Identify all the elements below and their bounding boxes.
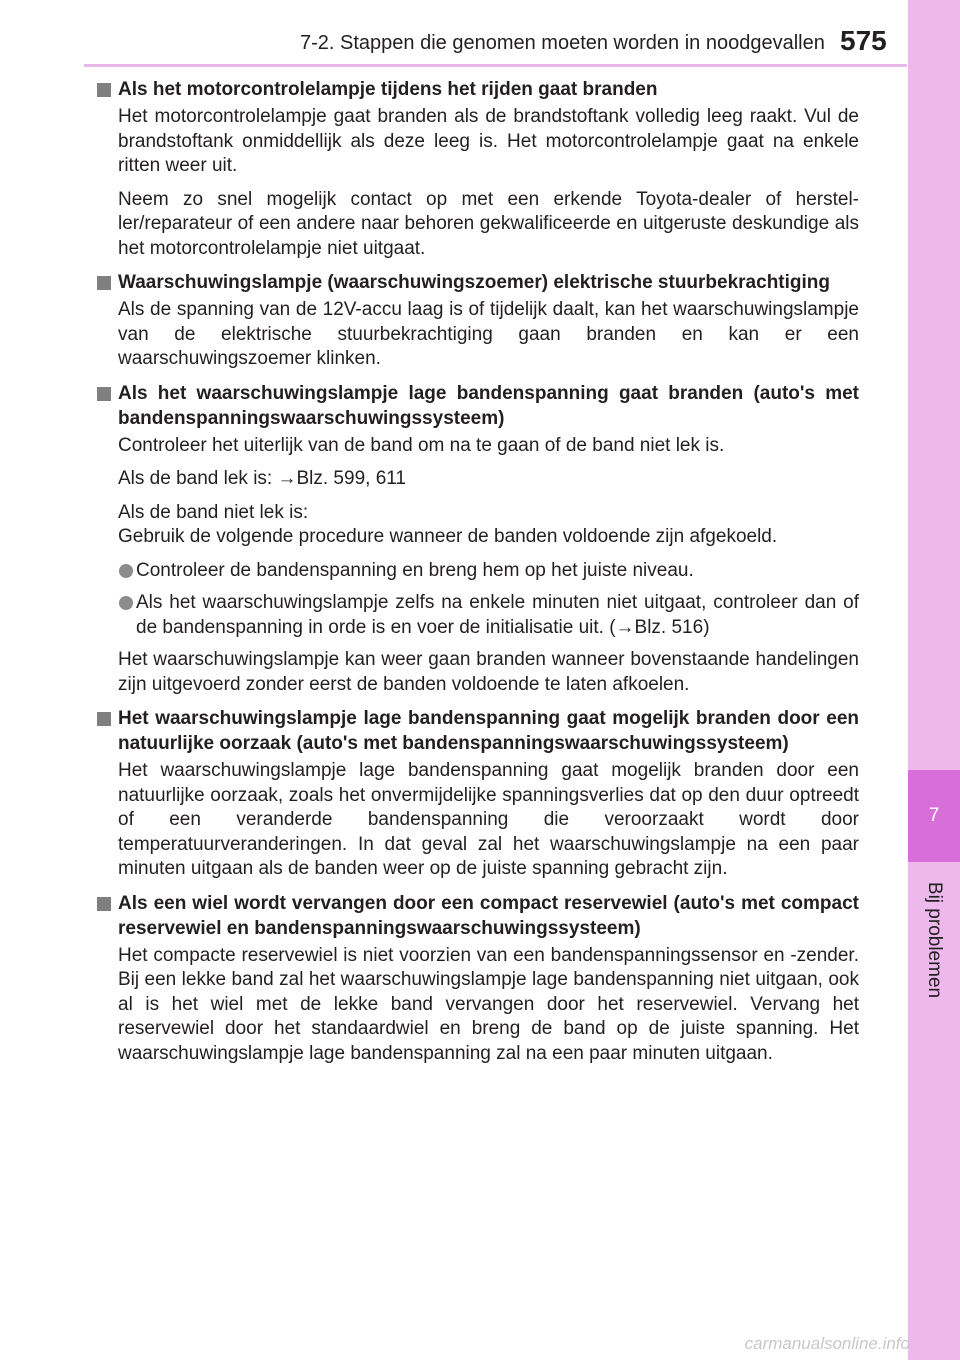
round-bullet-icon xyxy=(119,596,133,610)
list-item: Als het waarschuwingslampje zelfs na enkele minuten niet uitgaat, controleer dan of de bandenspanning in orde is en voer de initialisatie uit. (→Blz. 516) xyxy=(136,591,859,640)
section-heading: Waarschuwingslampje (waarschuwingszoemer) elektrische stuurbekrachtiging xyxy=(96,270,859,295)
section-power-steering xyxy=(96,270,859,372)
section-heading: Als het motorcontrolelampje tijdens het rijden gaat branden xyxy=(96,77,859,102)
paragraph: Neem zo snel mogelijk contact op met een erkende Toyota-dealer of hersteller/reparateur of een andere naar behoren gekwalificeerde en uitgeruste deskundige als het motorcontrolelampje niet uitgaat. xyxy=(118,188,859,259)
paragraph: Het waarschuwingslampje kan weer gaan branden wanneer bovenstaande handelingen zijn uitgevoerd zonder eerst de banden voldoende te laten afkoelen. xyxy=(118,649,859,695)
paragraph: Het compacte reservewiel is niet voorzien van een bandenspanningssensor en -zender. Bij een lekke band zal het waarschuwingslampje lage bandenspanning niet uitgaan, ook al is het wiel met de lekke band vervangen door het reservewiel. Vervang het reservewiel door het standaardwiel en breng de band op de juiste spanning. Het waarschuwingslampje lage bandenspanning zal na een paar minuten uitgaan. xyxy=(118,944,859,1064)
paragraph: Het motorcontrolelampje gaat branden als de brandstoftank volledig leeg raakt. Vul de brandstoftank onmiddellijk als deze leeg is. Het motorcontrolelampje gaat na enkele ritten weer uit. xyxy=(118,106,859,176)
square-bullet-icon xyxy=(97,897,111,911)
paragraph: Controleer het uiterlijk van de band om na te gaan of de band niet lek is. xyxy=(118,434,725,456)
section-heading: Als een wiel wordt vervangen door een compact reservewiel (auto's met compact reservewiel en bandenspanningswaarschuwingssysteem) xyxy=(96,891,859,941)
section-engine-light xyxy=(96,77,859,261)
square-bullet-icon xyxy=(97,276,111,290)
square-bullet-icon xyxy=(97,387,111,401)
list-item: Controleer de bandenspanning en breng hem op het juiste niveau. xyxy=(136,559,859,584)
page-number: 575 xyxy=(840,25,887,56)
square-bullet-icon xyxy=(97,712,111,726)
page-content xyxy=(96,77,859,1075)
page-reference[interactable]: Als de band lek is: →Blz. 599, 611 xyxy=(118,468,406,489)
watermark: carmanualsonline.info xyxy=(744,1334,910,1353)
chapter-tab-strip xyxy=(908,0,960,1360)
square-bullet-icon xyxy=(97,83,111,97)
section-heading: Het waarschuwingslampje lage bandenspanning gaat mogelijk branden door een natuurlijke oorzaak (auto's met bandenspanningswaarschuwingssysteem) xyxy=(96,706,859,756)
section-heading: Als het waarschuwingslampje lage bandenspanning gaat branden (auto's met bandenspanningswaarschuwingssysteem) xyxy=(96,381,859,431)
paragraph: Als de spanning van de 12V-accu laag is of tijdelijk daalt, kan het waarschuwingslampje van de elektrische stuurbekrachtiging gaan branden en kan er een waarschuwingszoemer klinken. xyxy=(118,299,859,369)
paragraph: Het waarschuwingslampje lage bandenspanning gaat mogelijk branden door een natuurlijke oorzaak, zoals het onvermijdelijke spanningsverlies dat op den duur optreedt of een veranderde bandenspanning die veroorzaakt wordt door temperatuurveranderingen. In dat geval zal het waarschuwingslampje na een paar minuten uitgaan als de banden weer op de juiste spanning gebracht zijn. xyxy=(118,760,859,879)
section-compact-spare xyxy=(96,891,859,1067)
header-rule xyxy=(84,64,907,67)
paragraph: Als de band niet lek is: Gebruik de volgende procedure wanneer de banden voldoende zijn afgekoeld. xyxy=(118,501,778,547)
chapter-number-tab[interactable]: 7 xyxy=(908,770,960,862)
running-header: 7-2. Stappen die genomen moeten worden in noodgevallen xyxy=(300,32,825,54)
section-tire-pressure xyxy=(96,381,859,698)
section-natural-cause xyxy=(96,706,859,882)
chapter-label: Bij problemen xyxy=(924,881,945,999)
round-bullet-icon xyxy=(119,564,133,578)
